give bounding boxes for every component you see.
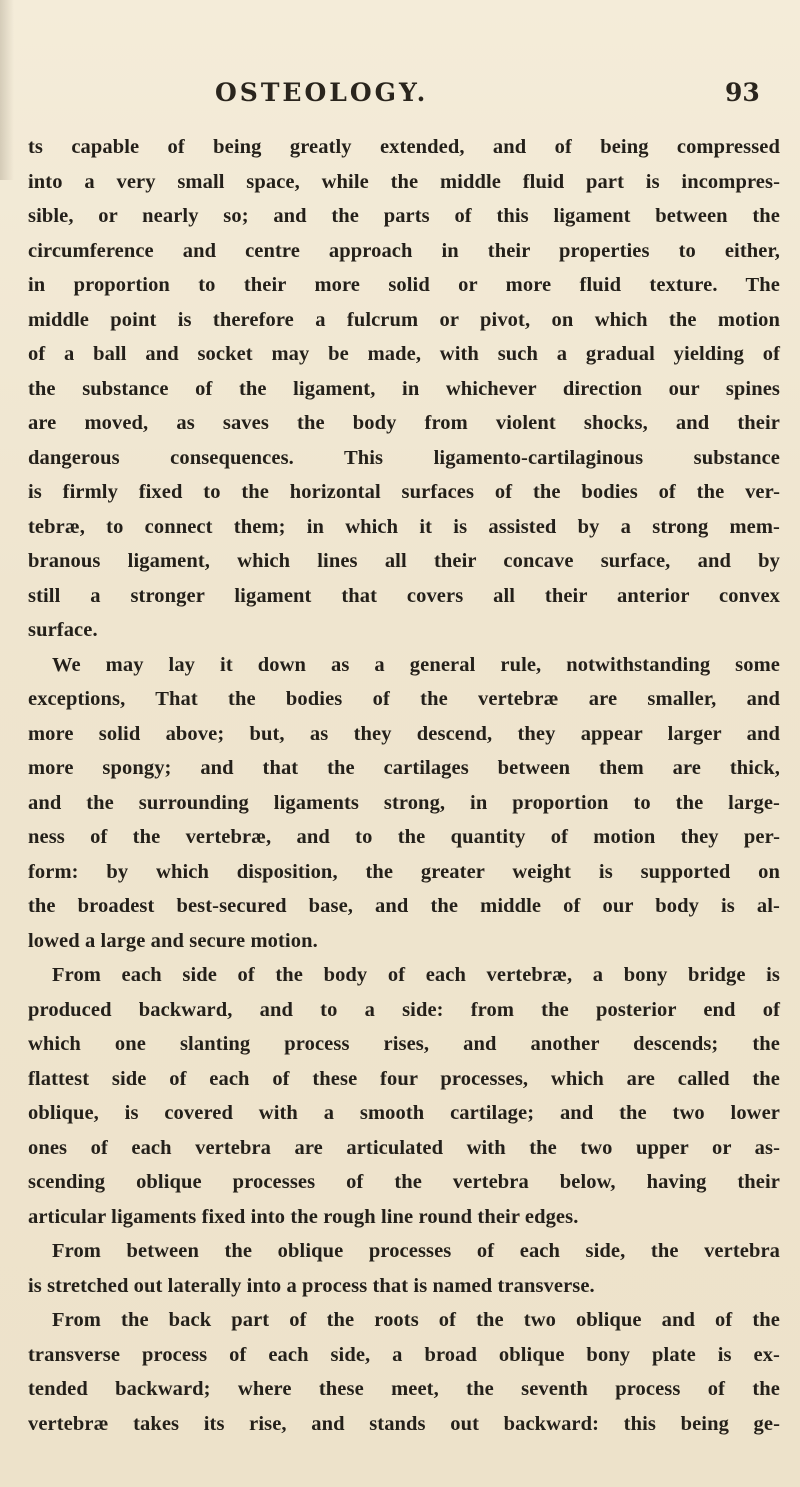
text-line: is stretched out laterally into a process that is named transverse. <box>28 1274 595 1297</box>
text-line: of a ball and socket may be made, with such a gradual yielding of <box>28 343 780 365</box>
text-line: into a very small space, while the middle fluid part is incompres- <box>28 170 780 193</box>
text-line: still a stronger ligament that covers all their anterior convex <box>28 584 780 607</box>
text-line: middle point is therefore a fulcrum or pivot, on which the motion <box>28 308 780 331</box>
page-number: 93 <box>725 78 760 107</box>
text-line: ones of each vertebra are articulated with the two upper or as- <box>28 1136 780 1159</box>
text-line: is firmly fixed to the horizontal surfaces of the bodies of the ver- <box>28 481 780 503</box>
text-line: From each side of the body of each vertebræ, a bony bridge is <box>52 964 780 986</box>
text-line: tended backward; where these meet, the seventh process of the <box>28 1378 780 1400</box>
text-line: more solid above; but, as they descend, they appear larger and <box>28 722 780 745</box>
text-line: oblique, is covered with a smooth cartilage; and the two lower <box>28 1102 780 1124</box>
text-line: produced backward, and to a side: from the posterior end of <box>28 998 780 1021</box>
text-line: which one slanting process rises, and another descends; the <box>28 1033 780 1055</box>
text-line: exceptions, That the bodies of the vertebræ are smaller, and <box>28 688 780 710</box>
text-line: surface. <box>28 619 98 641</box>
text-line: the broadest best-secured base, and the middle of our body is al- <box>28 895 780 917</box>
text-line: transverse process of each side, a broad oblique bony plate is ex- <box>28 1343 780 1366</box>
text-line: scending oblique processes of the vertebra below, having their <box>28 1171 780 1193</box>
text-line: From the back part of the roots of the two oblique and of the <box>52 1309 780 1331</box>
text-line: flattest side of each of these four processes, which are called the <box>28 1067 780 1090</box>
text-line: in proportion to their more solid or more fluid texture. The <box>28 274 780 296</box>
text-line: vertebræ takes its rise, and stands out backward: this being ge- <box>28 1412 780 1435</box>
text-line: form: by which disposition, the greater weight is supported on <box>28 860 780 883</box>
text-line: more spongy; and that the cartilages between them are thick, <box>28 757 780 779</box>
text-line: dangerous consequences. This ligamento-cartilaginous substance <box>28 446 780 469</box>
text-line: circumference and centre approach in their properties to either, <box>28 239 780 262</box>
text-line: and the surrounding ligaments strong, in proportion to the large- <box>28 791 780 814</box>
text-line: articular ligaments fixed into the rough line round their edges. <box>28 1205 579 1228</box>
text-line: ts capable of being greatly extended, and of being compressed <box>28 136 780 158</box>
text-line: ness of the vertebræ, and to the quantity of motion they per- <box>28 826 780 848</box>
text-line: sible, or nearly so; and the parts of this ligament between the <box>28 205 780 227</box>
running-head: OSTEOLOGY. <box>215 78 429 107</box>
text-line: the substance of the ligament, in whichever direction our spines <box>28 377 780 400</box>
text-line: branous ligament, which lines all their concave surface, and by <box>28 550 780 572</box>
text-line: tebræ, to connect them; in which it is assisted by a strong mem- <box>28 515 780 538</box>
text-line: lowed a large and secure motion. <box>28 929 318 952</box>
text-line: From between the oblique processes of each side, the vertebra <box>52 1240 780 1262</box>
text-line: We may lay it down as a general rule, notwithstanding some <box>52 653 780 676</box>
body-text <box>28 130 780 1441</box>
text-line: are moved, as saves the body from violent shocks, and their <box>28 412 780 434</box>
page-header <box>0 78 800 118</box>
